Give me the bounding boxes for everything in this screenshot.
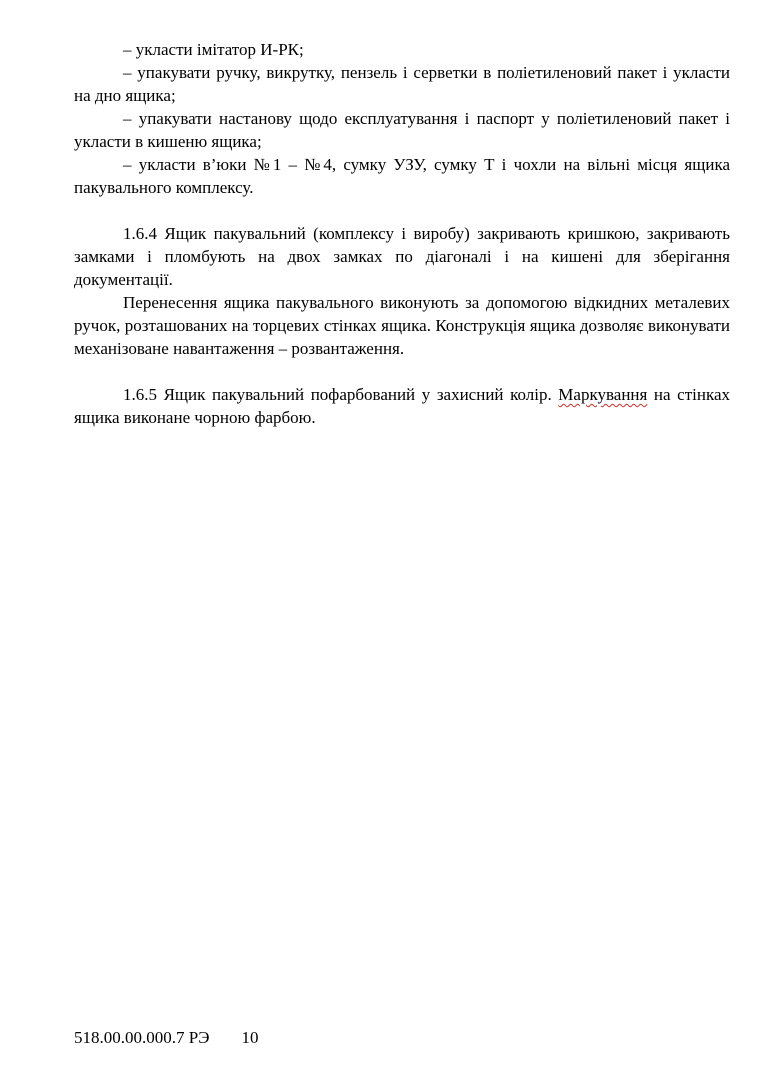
list-item-manual: – упакувати настанову щодо експлуатування і паспорт у поліетиленовий пакет і укласти в кишеню ящика; (74, 109, 730, 151)
page-number: 10 (241, 1028, 259, 1047)
document-body (74, 38, 730, 429)
spellcheck-flagged-word[interactable]: Маркування (558, 385, 648, 404)
list-item-tools: – упакувати ручку, викрутку, пензель і серветки в поліетиленовий пакет і укласти на дно ящика; (74, 63, 730, 105)
page-footer (74, 1026, 258, 1049)
paragraph-gap (74, 360, 730, 383)
paragraph-gap (74, 199, 730, 222)
paragraph-1-6-4: 1.6.4 Ящик пакувальний (комплексу і виробу) закривають кришкою, закривають замками і пломбують на двох замках по діагоналі і на кишені для зберігання документації. (74, 224, 730, 289)
document-code: 518.00.00.000.7 РЭ (74, 1028, 210, 1047)
paragraph-1-6-5-end: на стінках ящика виконане чорною фарбою. (74, 385, 730, 427)
paragraph-1-6-5 (74, 383, 730, 429)
list-item-packs: – укласти в’юки №1 – №4, сумку УЗУ, сумку Т і чохли на вільні місця ящика пакувального комплексу. (74, 155, 730, 197)
paragraph-carrying: Перенесення ящика пакувального виконують за допомогою відкидних металевих ручок, розташованих на торцевих стінках ящика. Конструкція ящика дозволяє виконувати механізоване навантаження – розвантаження. (74, 293, 730, 358)
list-item-imitator: – укласти імітатор И-РК; (123, 40, 304, 59)
paragraph-1-6-5-start: 1.6.5 Ящик пакувальний пофарбований у захисний колір. (123, 385, 559, 404)
